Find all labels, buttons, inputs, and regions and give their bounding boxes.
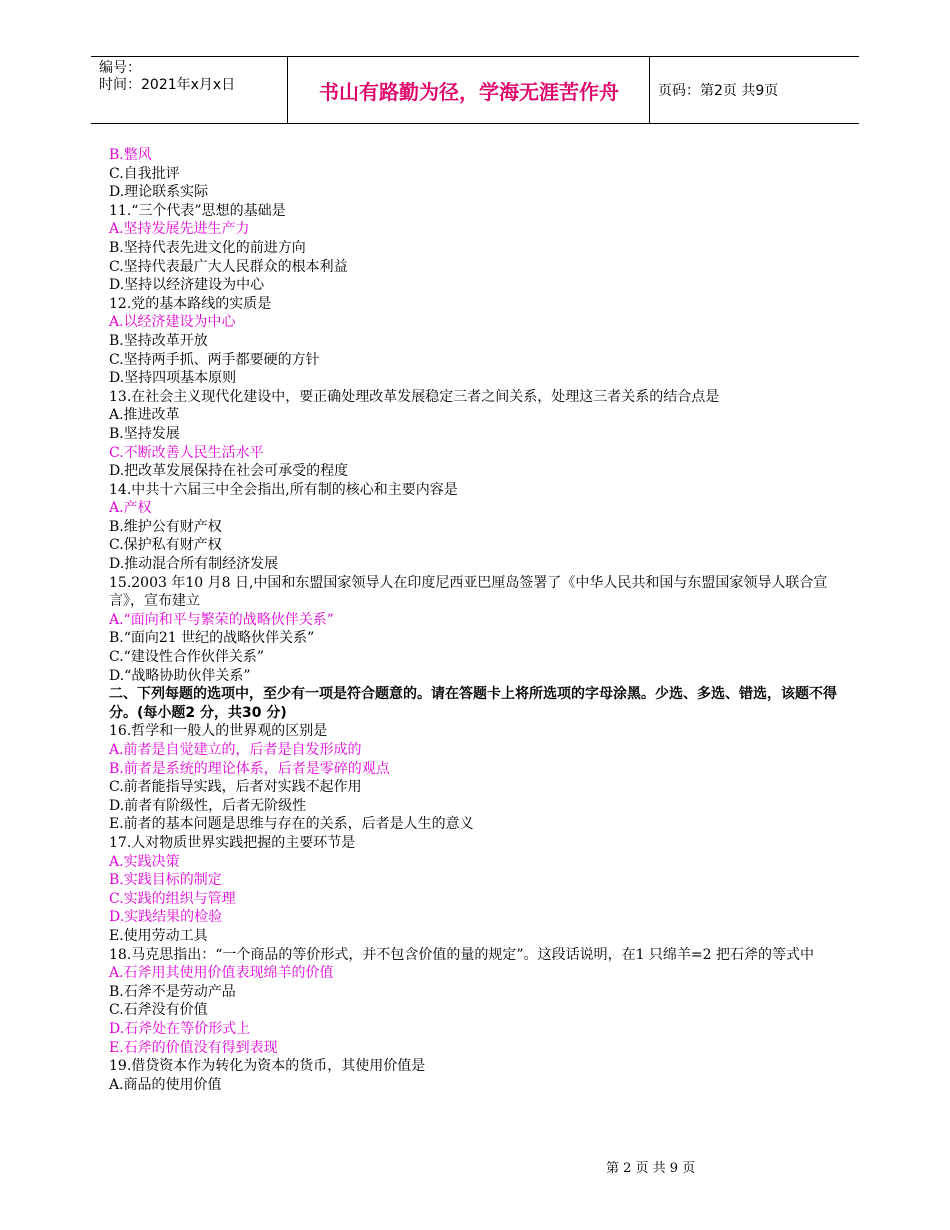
page-header — [91, 56, 859, 124]
text-line: E.使用劳动工具 — [109, 927, 208, 944]
text-line: 13.在社会主义现代化建设中，要正确处理改革发展稳定三者之间关系，处理这三者关系的结合点是 — [109, 388, 720, 405]
text-line: 17.人对物质世界实践把握的主要环节是 — [109, 834, 356, 851]
header-motto: 书山有路勤为径，学海无涯苦作舟 — [319, 79, 619, 104]
document-body — [109, 146, 839, 1094]
text-line: 16.哲学和一般人的世界观的区别是 — [109, 723, 328, 740]
text-line: 14.中共十六届三中全会指出,所有制的核心和主要内容是 — [109, 481, 458, 498]
text-line: C.实践的组织与管理 — [109, 890, 236, 907]
header-meta — [99, 60, 235, 94]
text-line: A.以经济建设为中心 — [109, 314, 236, 331]
text-line: D.实践结果的检验 — [109, 909, 223, 926]
text-line: D.石斧处在等价形式上 — [109, 1020, 251, 1037]
text-line: D.坚持四项基本原则 — [109, 370, 237, 387]
time-text: 时间：2021年x月x日 — [99, 77, 236, 93]
text-line: A.前者是自觉建立的，后者是自发形成的 — [109, 742, 362, 758]
text-line: B.整风 — [109, 147, 152, 163]
page-footer: 第 2 页 共 9 页 — [606, 1161, 696, 1176]
text-line: A.产权 — [109, 500, 152, 517]
text-line: B.实践目标的制定 — [109, 872, 222, 889]
text-line: E.前者的基本问题是思维与存在的关系，后者是人生的意义 — [109, 816, 474, 833]
number-label: 编号： — [99, 60, 141, 76]
text-line: A.实践决策 — [109, 853, 180, 870]
text-line: 12.党的基本路线的实质是 — [109, 295, 272, 312]
text-line: C.前者能指导实践，后者对实践不起作用 — [109, 779, 362, 796]
text-line: E.石斧的价值没有得到表现 — [109, 1039, 278, 1056]
text-line: C.自我批评 — [109, 165, 180, 182]
text-line: B.石斧不是劳动产品 — [109, 983, 236, 1000]
text-line: A.商品的使用价值 — [109, 1076, 222, 1093]
text-line: 19.借贷资本作为转化为资本的货币，其使用价值是 — [109, 1058, 426, 1075]
text-line: C.坚持代表最广大人民群众的根本利益 — [109, 258, 348, 275]
text-line: B.坚持代表先进文化的前进方向 — [109, 239, 306, 256]
text-line: C.不断改善人民生活水平 — [109, 444, 264, 461]
text-line: D.理论联系实际 — [109, 184, 209, 201]
text-line: 15.2003 年10 月8 日,中国和东盟国家领导人在印度尼西亚巴厘岛签署了《中华人民共和国与东盟国家领导人联合宣言》，宣布建立 — [109, 574, 828, 610]
text-line: D.“战略协助伙伴关系” — [109, 667, 251, 684]
text-line: A.坚持发展先进生产力 — [109, 221, 250, 238]
text-line: C.石斧没有价值 — [109, 1002, 208, 1019]
text-line: A.推进改革 — [109, 407, 180, 424]
text-line: B.坚持改革开放 — [109, 332, 208, 349]
section-heading: 二、下列每题的选项中，至少有一项是符合题意的。请在答题卡上将所选项的字母涂黑。少选、多选、错选，该题不得分。(每小题2 分，共30 分) — [109, 686, 837, 721]
text-line: B.坚持发展 — [109, 425, 180, 442]
text-line: B.前者是系统的理论体系，后者是零碎的观点 — [109, 760, 390, 777]
text-line: D.推动混合所有制经济发展 — [109, 556, 279, 573]
text-line: D.坚持以经济建设为中心 — [109, 277, 265, 294]
text-line: 11.“三个代表”思想的基础是 — [109, 202, 286, 219]
text-line: B.“面向21 世纪的战略伙伴关系” — [109, 630, 315, 647]
header-divider — [649, 57, 650, 123]
text-line: 18.马克思指出：“一个商品的等价形式，并不包含价值的量的规定”。这段话说明，在1 只绵羊=2 把石斧的等式中 — [109, 946, 815, 963]
text-line: B.维护公有财产权 — [109, 518, 222, 535]
text-line: A.石斧用其使用价值表现绵羊的价值 — [109, 965, 334, 982]
header-page-info: 页码：第2页 共9页 — [658, 83, 779, 99]
text-line: D.前者有阶级性，后者无阶级性 — [109, 797, 307, 814]
text-line: A.“面向和平与繁荣的战略伙伴关系” — [109, 611, 334, 628]
text-line: C.保护私有财产权 — [109, 537, 222, 554]
text-line: C.坚持两手抓、两手都要硬的方针 — [109, 351, 320, 368]
text-line: D.把改革发展保持在社会可承受的程度 — [109, 463, 349, 480]
text-line: C.“建设性合作伙伴关系” — [109, 649, 264, 666]
